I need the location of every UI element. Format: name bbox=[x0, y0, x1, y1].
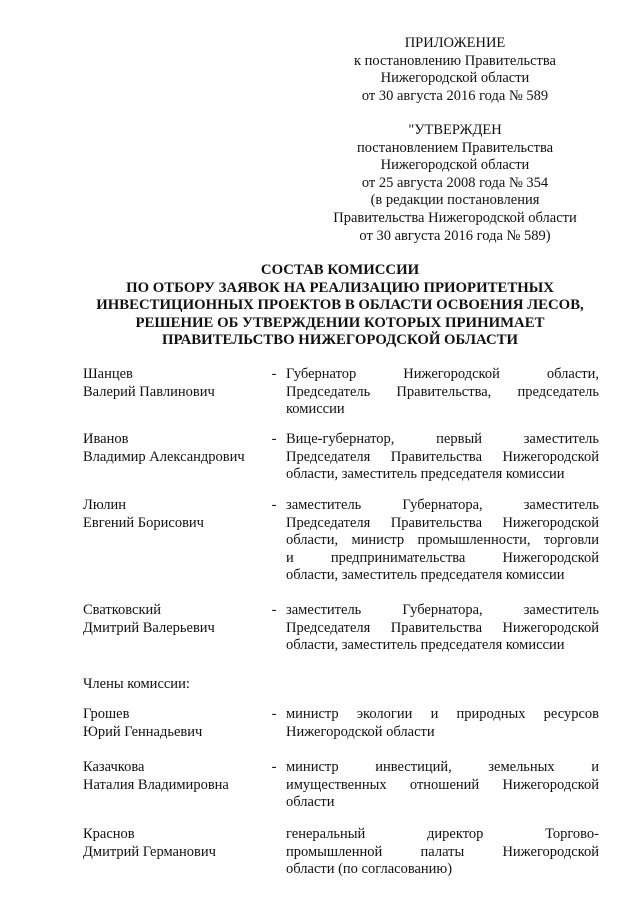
position-line: области (по согласованию) bbox=[286, 861, 453, 878]
position-line: области, заместитель председателя комиссии bbox=[286, 466, 565, 483]
title-line: ПРАВИТЕЛЬСТВО НИЖЕГОРОДСКОЙ ОБЛАСТИ bbox=[161, 332, 519, 348]
dash-separator: - bbox=[271, 431, 277, 447]
position-line: Вице-губернатор, первый заместитель bbox=[286, 431, 599, 447]
appendix-line: от 30 августа 2016 года № 589 bbox=[361, 87, 549, 104]
member-given-names: Дмитрий Германович bbox=[83, 843, 216, 860]
member-surname: Шанцев bbox=[83, 366, 133, 382]
position-line: министр инвестиций, земельных и bbox=[286, 759, 599, 775]
title-line: РЕШЕНИЕ ОБ УТВЕРЖДЕНИИ КОТОРЫХ ПРИНИМАЕТ bbox=[135, 314, 545, 331]
member-name bbox=[83, 431, 263, 466]
member-given-names: Наталия Владимировна bbox=[83, 776, 229, 793]
position-line: комиссии bbox=[286, 401, 345, 418]
member-given-names: Владимир Александрович bbox=[83, 448, 245, 465]
members-section-label: Члены комиссии: bbox=[83, 676, 190, 692]
title-line: СОСТАВ КОМИССИИ bbox=[260, 262, 420, 278]
position-line: области, заместитель председателя комиссии bbox=[286, 567, 565, 584]
member-given-names: Юрий Геннадьевич bbox=[83, 723, 203, 740]
approval-line: от 25 августа 2008 года № 354 bbox=[361, 174, 549, 191]
position-line: заместитель Губернатора, заместитель bbox=[286, 602, 599, 618]
approval-line: Правительства Нижегородской области bbox=[333, 209, 577, 226]
approval-line: Нижегородской области bbox=[380, 157, 530, 174]
member-name bbox=[83, 497, 263, 532]
member-position bbox=[286, 759, 599, 812]
position-line: Председатель Правительства, председатель bbox=[286, 383, 599, 400]
member-position bbox=[286, 602, 599, 655]
appendix-line: Нижегородской области bbox=[380, 70, 530, 87]
position-line: Нижегородской области bbox=[286, 723, 435, 740]
position-line: и предпринимательства Нижегородской bbox=[286, 549, 599, 566]
member-position bbox=[286, 366, 599, 419]
member-position bbox=[286, 497, 599, 585]
position-line: Председателя Правительства Нижегородской bbox=[286, 448, 599, 465]
dash-separator: - bbox=[271, 366, 277, 382]
member-surname: Люлин bbox=[83, 497, 127, 513]
approval-line: от 30 августа 2016 года № 589) bbox=[359, 227, 551, 244]
position-line: промышленной палаты Нижегородской bbox=[286, 843, 599, 860]
title-line: ПО ОТБОРУ ЗАЯВОК НА РЕАЛИЗАЦИЮ ПРИОРИТЕТНЫХ bbox=[126, 279, 554, 296]
appendix-header bbox=[330, 35, 580, 105]
position-line: Председателя Правительства Нижегородской bbox=[286, 619, 599, 636]
member-surname: Сватковский bbox=[83, 602, 162, 618]
position-line: Губернатор Нижегородской области, bbox=[286, 366, 599, 382]
position-line: имущественных отношений Нижегородской bbox=[286, 776, 599, 793]
member-name bbox=[83, 366, 263, 401]
dash-separator: - bbox=[271, 497, 277, 513]
position-line: заместитель Губернатора, заместитель bbox=[286, 497, 599, 513]
member-surname: Иванов bbox=[83, 431, 129, 447]
member-position bbox=[286, 706, 599, 741]
approval-line: "УТВЕРЖДЕН bbox=[408, 122, 502, 138]
appendix-line: ПРИЛОЖЕНИЕ bbox=[404, 35, 506, 51]
dash-separator: - bbox=[271, 759, 277, 775]
member-name bbox=[83, 826, 263, 861]
position-line: области, заместитель председателя комиссии bbox=[286, 637, 565, 654]
member-given-names: Дмитрий Валерьевич bbox=[83, 619, 215, 636]
member-name bbox=[83, 759, 263, 794]
member-surname: Грошев bbox=[83, 706, 130, 722]
dash-separator: - bbox=[271, 602, 277, 618]
member-position bbox=[286, 826, 599, 879]
title-line: ИНВЕСТИЦИОННЫХ ПРОЕКТОВ В ОБЛАСТИ ОСВОЕНИЯ ЛЕСОВ, bbox=[96, 297, 584, 313]
position-line: Председателя Правительства Нижегородской bbox=[286, 514, 599, 531]
position-line: министр экологии и природных ресурсов bbox=[286, 706, 599, 722]
dash-separator: - bbox=[271, 706, 277, 722]
position-line: области bbox=[286, 794, 335, 811]
member-surname: Казачкова bbox=[83, 759, 145, 775]
member-given-names: Валерий Павлинович bbox=[83, 383, 215, 400]
member-surname: Краснов bbox=[83, 826, 135, 842]
member-given-names: Евгений Борисович bbox=[83, 514, 204, 531]
approval-line: постановлением Правительства bbox=[356, 139, 554, 156]
approval-header bbox=[310, 122, 600, 245]
approval-line: (в редакции постановления bbox=[370, 192, 540, 209]
member-name bbox=[83, 706, 263, 741]
member-name bbox=[83, 602, 263, 637]
member-position bbox=[286, 431, 599, 484]
position-line: области, министр промышленности, торговли bbox=[286, 532, 599, 549]
position-line: генеральный директор Торгово- bbox=[286, 826, 599, 842]
appendix-line: к постановлению Правительства bbox=[354, 52, 556, 69]
document-title bbox=[70, 262, 610, 350]
